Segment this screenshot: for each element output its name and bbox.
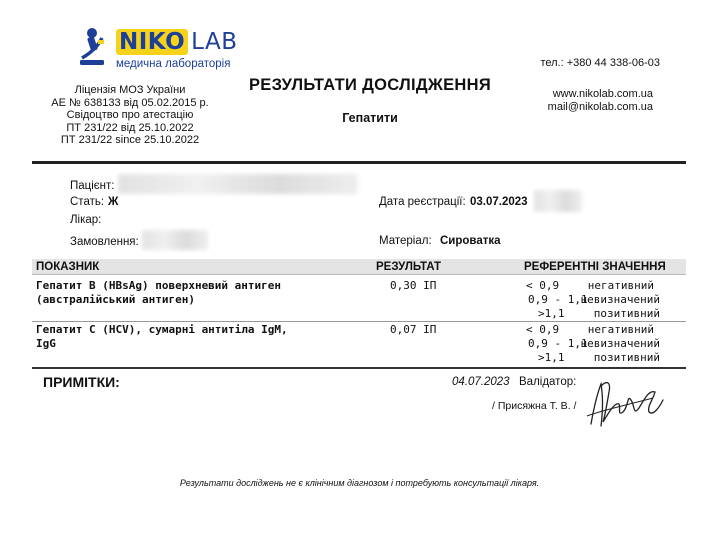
logo-wordmark bbox=[116, 28, 238, 56]
ref-label: позитивний bbox=[593, 307, 660, 320]
reg-time-redacted bbox=[534, 190, 582, 212]
ref-label: негативний bbox=[587, 279, 654, 292]
table-row bbox=[36, 279, 281, 307]
indicator-name: Гепатит B (HBsAg) поверхневий антиген bbox=[36, 279, 282, 292]
disclaimer-text: Результати досліджень не є клінічним діагнозом і потребують консультації лікаря. bbox=[179, 478, 540, 488]
result-value: 0,07 IП bbox=[390, 323, 437, 336]
reference-values bbox=[498, 279, 662, 321]
header-divider bbox=[32, 161, 686, 164]
website-link[interactable]: www.nikolab.com.ua bbox=[552, 88, 653, 100]
reg-date-value: 03.07.2023 bbox=[470, 196, 528, 208]
signature-image bbox=[583, 372, 673, 432]
contact-links bbox=[548, 88, 653, 114]
table-row bbox=[36, 323, 288, 351]
sex-label: Стать: bbox=[70, 196, 105, 208]
license-info bbox=[40, 84, 220, 147]
reference-values bbox=[498, 323, 662, 365]
reg-date-label: Дата реєстрації: bbox=[379, 196, 466, 208]
email-link[interactable]: mail@nikolab.com.ua bbox=[547, 101, 653, 113]
doctor-label: Лікар: bbox=[70, 214, 102, 226]
column-header-reference: РЕФЕРЕНТНІ ЗНАЧЕННЯ bbox=[524, 261, 666, 273]
logo-niko: NIKO bbox=[116, 29, 188, 55]
nikolab-logo bbox=[78, 26, 248, 74]
indicator-name-cont: IgG bbox=[36, 337, 56, 350]
validation-date: 04.07.2023 bbox=[452, 376, 510, 388]
column-header-result: РЕЗУЛЬТАТ bbox=[376, 261, 442, 273]
row-divider bbox=[32, 321, 686, 322]
order-number-redacted bbox=[142, 230, 208, 250]
license-line: ПТ 231/22 since 25.10.2022 bbox=[60, 134, 200, 147]
indicator-name-cont: (австралійський антиген) bbox=[36, 293, 195, 306]
result-value: 0,30 IП bbox=[390, 279, 437, 292]
column-header-indicator: ПОКАЗНИК bbox=[36, 261, 100, 273]
material-value: Сироватка bbox=[440, 235, 501, 247]
order-label: Замовлення: bbox=[70, 236, 139, 248]
ref-range: 0,9 - 1,1 bbox=[528, 293, 588, 306]
ref-range: < 0,9 bbox=[526, 279, 560, 292]
license-line: Свідоцтво про атестацію bbox=[66, 109, 194, 122]
ref-label: негативний bbox=[587, 323, 654, 336]
patient-label: Пацієнт: bbox=[70, 180, 115, 192]
ref-label: невизначений bbox=[580, 337, 660, 350]
microscope-icon bbox=[78, 26, 108, 70]
table-bottom-divider bbox=[32, 367, 686, 369]
page-title: РЕЗУЛЬТАТИ ДОСЛІДЖЕННЯ bbox=[249, 76, 491, 94]
ref-label: невизначений bbox=[580, 293, 660, 306]
material-label: Матеріал: bbox=[379, 235, 432, 247]
logo-tagline: медична лабораторія bbox=[116, 58, 231, 70]
ref-range: 0,9 - 1,1 bbox=[528, 337, 588, 350]
notes-title: ПРИМІТКИ: bbox=[43, 374, 120, 390]
license-line: ПТ 231/22 від 25.10.2022 bbox=[66, 121, 194, 134]
ref-label: позитивний bbox=[593, 351, 660, 364]
page-subtitle: Гепатити bbox=[342, 111, 398, 125]
validator-name: / Присяжна Т. В. / bbox=[492, 400, 577, 412]
ref-range: >1,1 bbox=[538, 307, 565, 320]
license-line: АЕ № 638133 від 05.02.2015 р. bbox=[51, 96, 209, 109]
validator-label: Валідатор: bbox=[519, 376, 577, 388]
ref-range: >1,1 bbox=[538, 351, 565, 364]
patient-name-redacted bbox=[118, 174, 358, 194]
license-line: Ліцензія МОЗ України bbox=[74, 84, 186, 96]
logo-lab: LAB bbox=[191, 29, 238, 55]
sex-value: Ж bbox=[108, 196, 119, 208]
indicator-name: Гепатит C (HCV), сумарні антитіла IgM, bbox=[36, 323, 288, 336]
phone-number: тел.: +380 44 338-06-03 bbox=[540, 57, 660, 69]
ref-range: < 0,9 bbox=[526, 323, 560, 336]
